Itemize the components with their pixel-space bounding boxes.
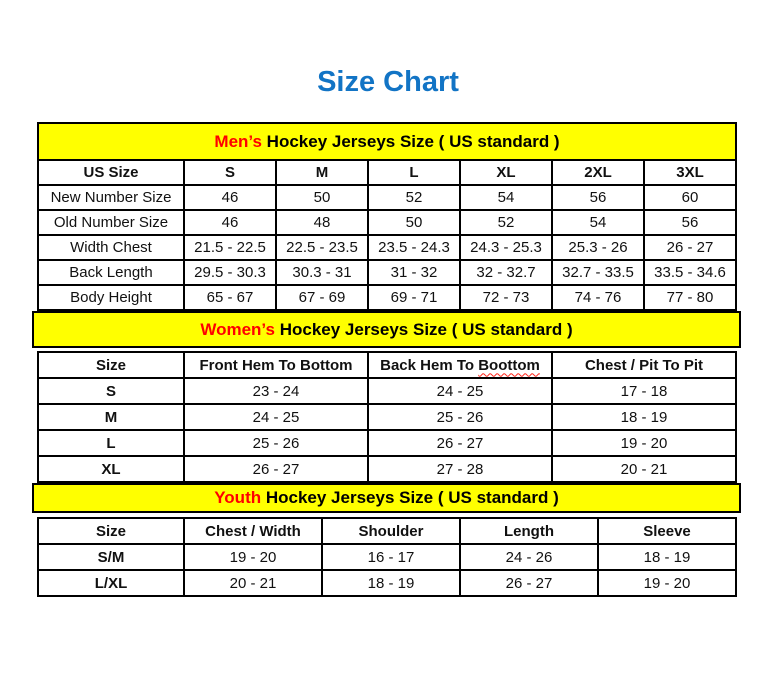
table-cell: 65 - 67 bbox=[184, 285, 276, 310]
table-row bbox=[38, 235, 736, 260]
table-row bbox=[38, 260, 736, 285]
row-label: Back Length bbox=[38, 260, 184, 285]
table-cell: 32.7 - 33.5 bbox=[552, 260, 644, 285]
table-cell: 19 - 20 bbox=[552, 430, 736, 456]
column-header: Front Hem To Bottom bbox=[184, 352, 368, 378]
header-row bbox=[38, 160, 736, 185]
table-cell: 26 - 27 bbox=[368, 430, 552, 456]
womens-size-section bbox=[37, 311, 737, 483]
row-label: L/XL bbox=[38, 570, 184, 596]
column-header: Size bbox=[38, 352, 184, 378]
row-label: Width Chest bbox=[38, 235, 184, 260]
row-label: S bbox=[38, 378, 184, 404]
table-cell: 30.3 - 31 bbox=[276, 260, 368, 285]
column-header: 2XL bbox=[552, 160, 644, 185]
column-header: Chest / Pit To Pit bbox=[552, 352, 736, 378]
table-cell: 69 - 71 bbox=[368, 285, 460, 310]
table-cell: 25.3 - 26 bbox=[552, 235, 644, 260]
column-header: Size bbox=[38, 518, 184, 544]
table-row bbox=[38, 544, 736, 570]
column-header: L bbox=[368, 160, 460, 185]
table-cell: 23 - 24 bbox=[184, 378, 368, 404]
table-row bbox=[38, 285, 736, 310]
table-cell: 67 - 69 bbox=[276, 285, 368, 310]
table-cell: 19 - 20 bbox=[598, 570, 736, 596]
table-row bbox=[38, 456, 736, 482]
table-cell: 52 bbox=[368, 185, 460, 210]
column-header: Chest / Width bbox=[184, 518, 322, 544]
mens-heading-rest: Hockey Jerseys Size ( US standard ) bbox=[261, 131, 560, 151]
row-label: Body Height bbox=[38, 285, 184, 310]
column-header: Shoulder bbox=[322, 518, 460, 544]
column-header: Length bbox=[460, 518, 598, 544]
header-row bbox=[38, 518, 736, 544]
womens-section-heading bbox=[32, 311, 741, 348]
womens-heading-highlight: Women’s bbox=[200, 319, 275, 339]
table-row bbox=[38, 430, 736, 456]
row-label: XL bbox=[38, 456, 184, 482]
table-cell: 31 - 32 bbox=[368, 260, 460, 285]
womens-heading-rest: Hockey Jerseys Size ( US standard ) bbox=[274, 319, 573, 339]
womens-size-table bbox=[37, 351, 737, 483]
column-header: XL bbox=[460, 160, 552, 185]
table-cell: 60 bbox=[644, 185, 736, 210]
column-header: 3XL bbox=[644, 160, 736, 185]
table-cell: 24.3 - 25.3 bbox=[460, 235, 552, 260]
youth-size-section bbox=[37, 483, 737, 597]
youth-heading-highlight: Youth bbox=[214, 488, 262, 507]
table-cell: 22.5 - 23.5 bbox=[276, 235, 368, 260]
table-cell: 52 bbox=[460, 210, 552, 235]
row-label: New Number Size bbox=[38, 185, 184, 210]
table-cell: 50 bbox=[368, 210, 460, 235]
mens-size-section bbox=[37, 122, 737, 311]
table-row bbox=[38, 404, 736, 430]
table-cell: 32 - 32.7 bbox=[460, 260, 552, 285]
table-cell: 46 bbox=[184, 185, 276, 210]
row-label: L bbox=[38, 430, 184, 456]
mens-section-heading bbox=[37, 122, 737, 161]
table-cell: 33.5 - 34.6 bbox=[644, 260, 736, 285]
table-cell: 25 - 26 bbox=[184, 430, 368, 456]
table-row bbox=[38, 378, 736, 404]
column-header: US Size bbox=[38, 160, 184, 185]
misspelled-word: Boottom bbox=[478, 356, 540, 374]
table-cell: 19 - 20 bbox=[184, 544, 322, 570]
column-header: S bbox=[184, 160, 276, 185]
column-header bbox=[368, 352, 552, 378]
table-cell: 16 - 17 bbox=[322, 544, 460, 570]
table-cell: 77 - 80 bbox=[644, 285, 736, 310]
row-label: S/M bbox=[38, 544, 184, 570]
table-cell: 18 - 19 bbox=[598, 544, 736, 570]
table-cell: 74 - 76 bbox=[552, 285, 644, 310]
table-cell: 18 - 19 bbox=[552, 404, 736, 430]
row-label: M bbox=[38, 404, 184, 430]
youth-heading-rest: Hockey Jerseys Size ( US standard ) bbox=[261, 488, 559, 507]
table-cell: 72 - 73 bbox=[460, 285, 552, 310]
table-cell: 29.5 - 30.3 bbox=[184, 260, 276, 285]
table-cell: 27 - 28 bbox=[368, 456, 552, 482]
table-row bbox=[38, 185, 736, 210]
page-title: Size Chart bbox=[317, 66, 459, 98]
table-cell: 17 - 18 bbox=[552, 378, 736, 404]
table-cell: 24 - 25 bbox=[368, 378, 552, 404]
table-cell: 20 - 21 bbox=[184, 570, 322, 596]
table-cell: 26 - 27 bbox=[460, 570, 598, 596]
table-cell: 25 - 26 bbox=[368, 404, 552, 430]
mens-size-table bbox=[37, 159, 737, 311]
table-cell: 18 - 19 bbox=[322, 570, 460, 596]
table-row bbox=[38, 570, 736, 596]
column-header-text: Back Hem To bbox=[380, 356, 479, 374]
table-cell: 50 bbox=[276, 185, 368, 210]
youth-size-table bbox=[37, 517, 737, 597]
table-cell: 21.5 - 22.5 bbox=[184, 235, 276, 260]
table-cell: 24 - 25 bbox=[184, 404, 368, 430]
table-cell: 56 bbox=[552, 185, 644, 210]
table-cell: 54 bbox=[460, 185, 552, 210]
table-cell: 20 - 21 bbox=[552, 456, 736, 482]
size-chart-content bbox=[37, 122, 737, 597]
header-row bbox=[38, 352, 736, 378]
youth-section-heading bbox=[32, 483, 741, 513]
table-cell: 26 - 27 bbox=[184, 456, 368, 482]
table-row bbox=[38, 210, 736, 235]
table-cell: 56 bbox=[644, 210, 736, 235]
table-cell: 23.5 - 24.3 bbox=[368, 235, 460, 260]
row-label: Old Number Size bbox=[38, 210, 184, 235]
column-header: Sleeve bbox=[598, 518, 736, 544]
table-cell: 46 bbox=[184, 210, 276, 235]
table-cell: 26 - 27 bbox=[644, 235, 736, 260]
column-header: M bbox=[276, 160, 368, 185]
table-cell: 48 bbox=[276, 210, 368, 235]
mens-heading-highlight: Men’s bbox=[214, 131, 262, 151]
table-cell: 24 - 26 bbox=[460, 544, 598, 570]
table-cell: 54 bbox=[552, 210, 644, 235]
